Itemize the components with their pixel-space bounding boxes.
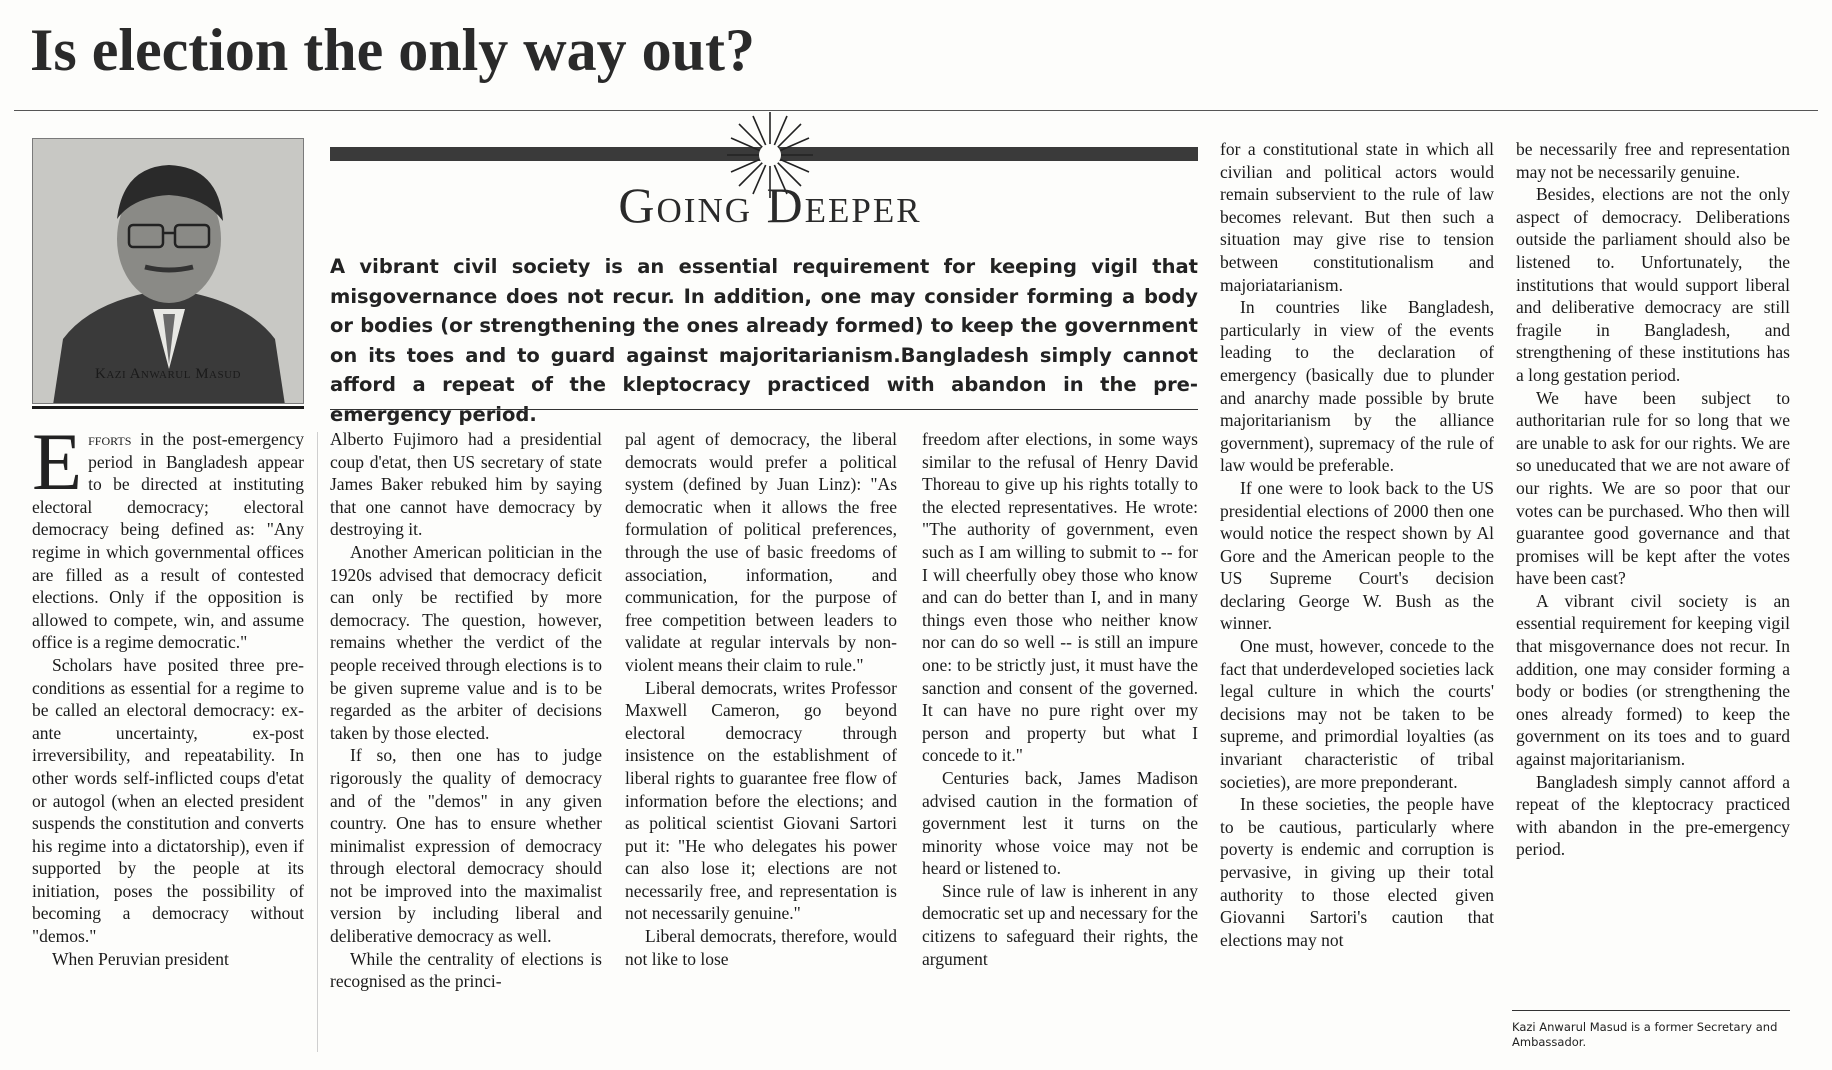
col2-paragraph-1: Alberto Fujimoro had a presidential coup d'etat, then US secretary of state James Baker rebuked him by saying that one cannot have democracy by destroying it. — [330, 429, 602, 540]
column-4 — [922, 428, 1198, 970]
col3-paragraph-2: Liberal democrats, writes Professor Maxwell Cameron, go beyond electoral democracy through insistence on the establishment of liberal rights to guarantee free flow of information before the elections; and as political scientist Giovani Sartori put it: "He who delegates his power can also lose it; elections are not necessarily free, and representation is not necessarily genuine." — [625, 677, 897, 924]
pullbox-bottom-rule — [330, 409, 1198, 410]
col5-paragraph-5: In these societies, the people have to be cautious, particularly where poverty is endemic and corruption is pervasive, in giving up their total authority to those elected given Giovanni Sartori's caution that elections may not — [1220, 794, 1494, 950]
author-bio: Kazi Anwarul Masud is a former Secretary and Ambassador. — [1512, 1020, 1778, 1049]
column-6 — [1516, 138, 1790, 861]
author-photo — [32, 138, 304, 404]
col3-paragraph-1: pal agent of democracy, the liberal democrats would prefer a political system (defined by Juan Linz): "As democratic when it allows the free formulation of political preferences, through the use of basic freedoms of association, information, and communication, for the purpose of free competition between leaders to validate at regular intervals by non-violent means their claim to rule." — [625, 429, 897, 675]
column-5 — [1220, 138, 1494, 951]
column-2 — [330, 428, 602, 993]
col4-paragraph-2: Centuries back, James Madison advised caution in the formation of government lest it turns on the minority whose voice may not be heard or listened to. — [922, 767, 1198, 879]
author-portrait-image — [33, 139, 304, 404]
pull-quote: A vibrant civil society is an essential requirement for keeping vigil that misgovernance does not recur. In addition, one may consider forming a body or bodies (or strengthening the ones already formed) to keep the government on its toes and to guard against majoritarianism.Bangladesh simply cannot afford a repeat of the kleptocracy practiced with abandon in the pre-emergency period. — [330, 255, 1198, 426]
col2-paragraph-4: While the centrality of elections is recognised as the princi- — [330, 948, 602, 992]
col1-paragraph-3: When Peruvian president — [52, 948, 229, 969]
col4-paragraph-1: freedom after elections, in some ways similar to the refusal of Henry David Thoreau to give up his rights totally to the elected representatives. He wrote: "The authority of government, even such as I am willing to submit to -- for I will cheerfully obey those who know and can do better than I, and in many things even those who neither know nor can do so well -- is still an impure one: to be strictly just, it must have the sanction and consent of the governed. It can have no pure right over my person and property but what I concede to it." — [922, 429, 1198, 766]
col3-paragraph-3: Liberal democrats, therefore, would not like to lose — [625, 926, 897, 969]
col4-paragraph-3: Since rule of law is inherent in any democratic set up and necessary for the citizens to safeguard their rights, the argument — [922, 880, 1198, 969]
column-3 — [625, 428, 897, 970]
col6-paragraph-3: We have been subject to authoritarian rule for so long that we are unable to ask for our rights. We are so uneducated that we are not aware of our rights. We are so poor that our votes can be purchased. Who then will guarantee good governance and that promises will be kept after the votes have been cast? — [1516, 387, 1790, 589]
col2-paragraph-3: If so, then one has to judge rigorously the quality of democracy and of the "demos" in any given country. One has to ensure whether minimalist expression of democracy through electoral democracy should not be improved into the maximalist version by including liberal and deliberative democracy as well. — [330, 745, 602, 947]
headline-rule — [14, 110, 1818, 111]
col1-paragraph-2: Scholars have posited three pre-conditions as essential for a regime to be called an electoral democracy: ex- ante uncertainty, ex-post irreversibility, and repeatability. In other words self-inflicted coups d'etat or autogol (when an elected president suspends the constitution and converts his regime into a dictatorship), even if supported by the people at its initiation, poses the possibility of becoming a democracy without "demos." — [32, 654, 304, 947]
col5-paragraph-3: If one were to look back to the US presidential elections of 2000 then one would notice the respect shown by Al Gore and the American people to the US Supreme Court's decision declaring George W. Bush as the winner. — [1220, 477, 1494, 634]
col1-text-1: in the post-emergency period in Bangladesh appear to be directed at instituting electoral democracy; electoral democracy being defined as: "Any regime in which governmental offices are filled as a result of contested elections. Only if the opposition is allowed to compete, win, and assume office is a regime democratic." — [32, 429, 304, 653]
col6-paragraph-5: Bangladesh simply cannot afford a repeat of the kleptocracy practiced with abandon in the pre-emergency period. — [1516, 771, 1790, 860]
lead-in: fforts — [88, 429, 132, 449]
col6-paragraph-4: A vibrant civil society is an essential requirement for keeping vigil that misgovernance does not recur. In addition, one may consider forming a body or bodies (or strengthening the ones already formed) to keep the government on its toes and to guard against majoritarianism. — [1516, 590, 1790, 770]
col5-paragraph-2: In countries like Bangladesh, particularly in view of the events leading to the declaration of emergency (basically due to plunder and anarchy made possible by brute majoritarianism by the alliance government), supremacy of the rule of law would be preferable. — [1220, 297, 1494, 476]
column-divider — [317, 432, 318, 1052]
bio-rule — [1512, 1010, 1790, 1011]
column-1 — [32, 416, 304, 970]
byline-rule — [32, 406, 304, 409]
col6-paragraph-2: Besides, elections are not the only aspect of democracy. Deliberations outside the parliament should also be listened to. Unfortunately, the institutions that would support liberal and deliberative democracy are still fragile in Bangladesh, and strengthening of these institutions has a long gestation period. — [1516, 184, 1790, 385]
author-byline: Kazi Anwarul Masud — [94, 366, 241, 382]
headline: Is election the only way out? — [30, 17, 755, 83]
col1-paragraph-1 — [32, 416, 304, 654]
drop-cap: E — [32, 416, 83, 507]
col5-paragraph-4: One must, however, concede to the fact that underdeveloped societies lack legal culture in which the courts' decisions may not be taken to be supreme, and primordial loyalties (as invariant characteristic of tribal societies), are more preponderant. — [1220, 636, 1494, 792]
col6-paragraph-1: be necessarily free and representation may not be necessarily genuine. — [1516, 139, 1790, 182]
col2-paragraph-2: Another American politician in the 1920s advised that democracy deficit can only be rectified by more democracy. The question, however, remains whether the verdict of the people received through elections is to be given supreme value and is to be regarded as the arbiter of decisions taken by those elected. — [330, 541, 602, 743]
col5-paragraph-1: for a constitutional state in which all civilian and political actors would remain subservient to the rule of law becomes relevant. But then such a situation may give rise to tension between constitutionalism and majoriatarianism. — [1220, 139, 1494, 295]
section-kicker: Going Deeper — [618, 177, 922, 233]
